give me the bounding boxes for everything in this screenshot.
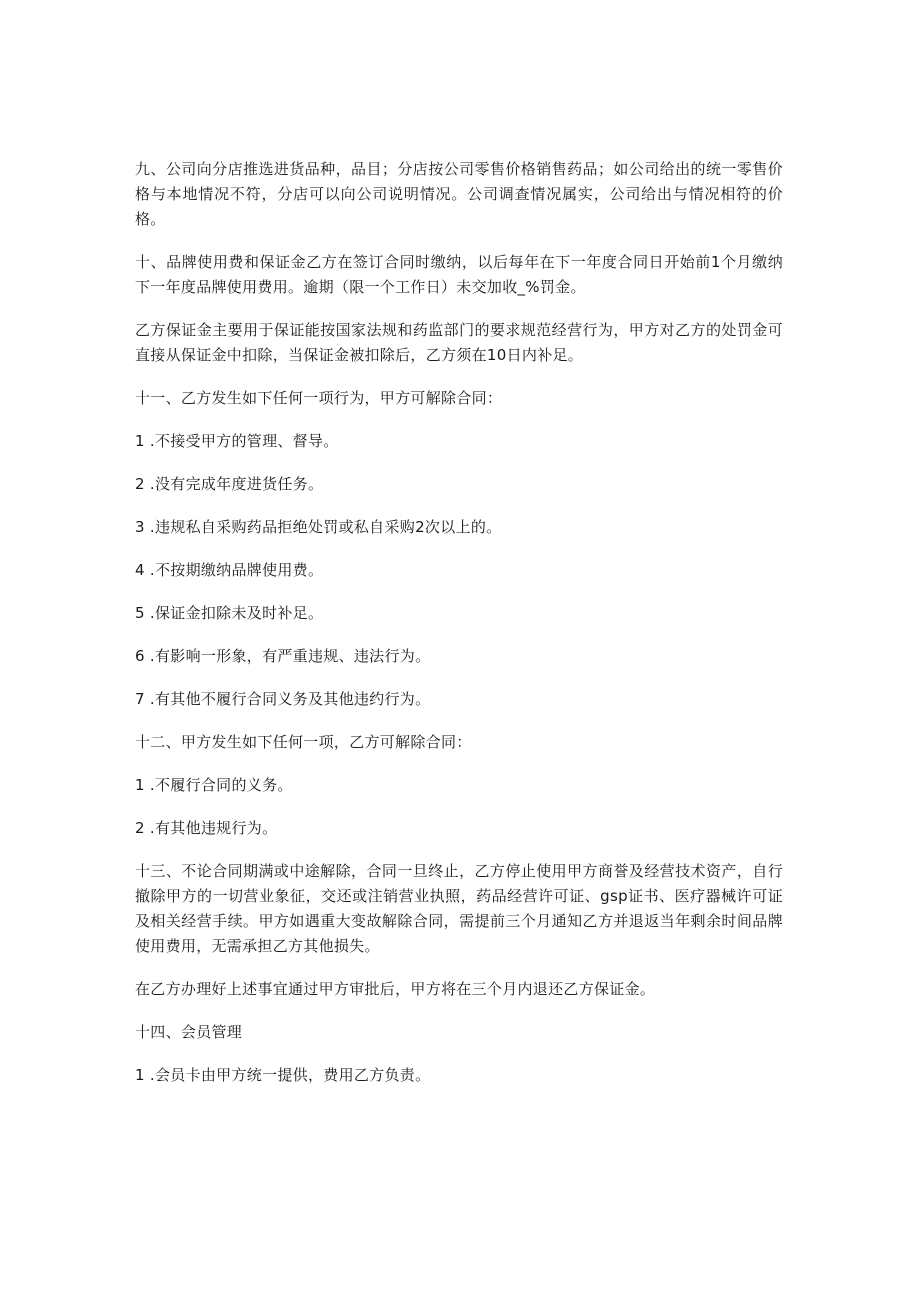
clause-10-paragraph: 十、品牌使用费和保证金乙方在签订合同时缴纳，以后每年在下一年度合同日开始前1个月缴纳下一年度品牌使用费用。逾期（限一个工作日）未交加收_%罚金。 [135,253,783,296]
clause-11-heading: 十一、乙方发生如下任何一项行为，甲方可解除合同： [135,389,503,407]
clause-13-paragraph: 十三、不论合同期满或中途解除，合同一旦终止，乙方停止使用甲方商誉及经营技术资产，自行撤除甲方的一切营业象征，交还或注销营业执照，药品经营许可证、gsp证书、医疗器械许可证及相关经营手续。甲方如遇重大变故解除合同，需提前三个月通知乙方并退返当年剩余时间品牌使用费用，无需承担乙方其他损失。 [135,862,783,955]
clause-11-item-2: 2 .没有完成年度进货任务。 [135,475,324,493]
clause-11-item-7: 7 .有其他不履行合同义务及其他违约行为。 [135,690,431,708]
clause-11-item-3: 3 .违规私自采购药品拒绝处罚或私自采购2次以上的。 [135,518,502,536]
clause-12-item-2: 2 .有其他违规行为。 [135,819,278,837]
deposit-paragraph: 乙方保证金主要用于保证能按国家法规和药监部门的要求规范经营行为，甲方对乙方的处罚金可直接从保证金中扣除，当保证金被扣除后，乙方须在10日内补足。 [135,321,783,364]
clause-12-item-1: 1 .不履行合同的义务。 [135,776,293,794]
clause-11-item-6: 6 .有影响一形象，有严重违规、违法行为。 [135,647,431,665]
clause-12-heading: 十二、甲方发生如下任何一项，乙方可解除合同： [135,733,472,751]
clause-14-heading: 十四、会员管理 [135,1023,243,1041]
deposit-refund-paragraph: 在乙方办理好上述事宜通过甲方审批后，甲方将在三个月内退还乙方保证金。 [135,980,656,998]
clause-9-paragraph: 九、公司向分店推选进货品种，品目；分店按公司零售价格销售药品；如公司给出的统一零售价格与本地情况不符，分店可以向公司说明情况。公司调查情况属实，公司给出与情况相符的价格。 [135,160,783,228]
clause-11-item-5: 5 .保证金扣除未及时补足。 [135,604,324,622]
clause-11-item-4: 4 .不按期缴纳品牌使用费。 [135,561,324,579]
clause-11-item-1: 1 .不接受甲方的管理、督导。 [135,432,339,450]
clause-14-item-1: 1 .会员卡由甲方统一提供，费用乙方负责。 [135,1066,431,1084]
document-body [135,157,783,1106]
